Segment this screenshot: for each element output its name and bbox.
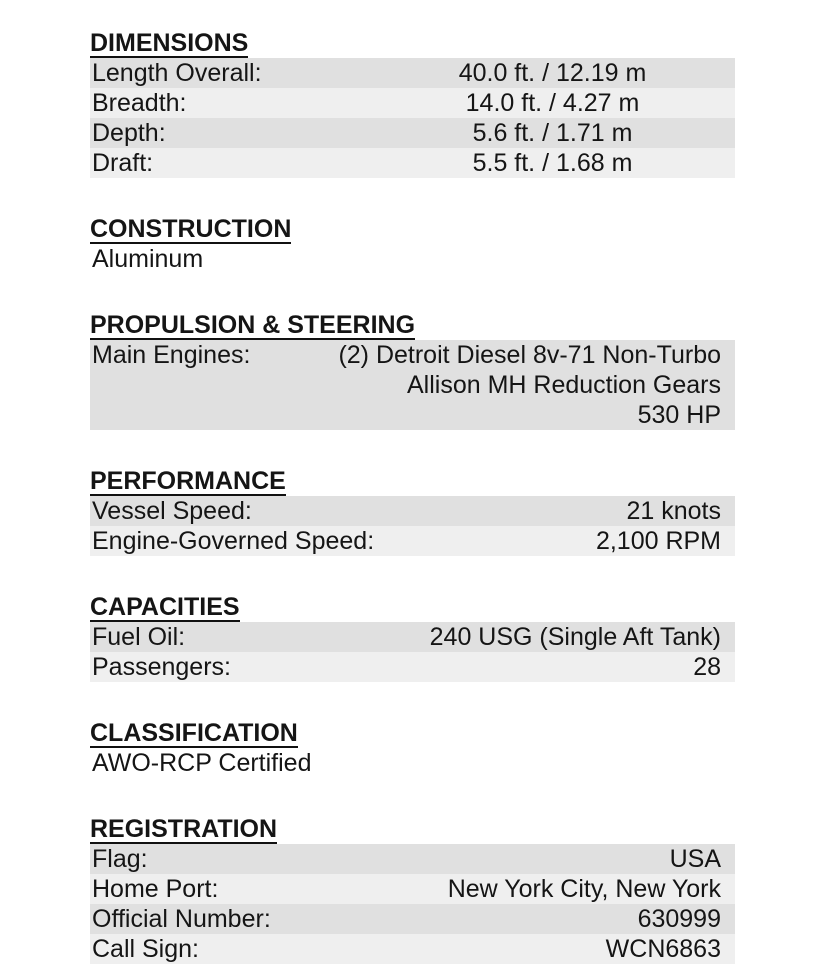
row-label: Length Overall:	[92, 59, 262, 87]
section-title	[90, 718, 830, 745]
dimensions-table	[90, 58, 735, 178]
section-title-text: CONSTRUCTION	[90, 215, 292, 243]
value-line: Allison MH Reduction Gears	[406, 371, 721, 399]
row-value: 21 knots	[626, 497, 721, 525]
section-title	[90, 214, 830, 241]
registration-table	[90, 844, 735, 964]
section-title	[90, 466, 830, 493]
section-title-text: PERFORMANCE	[90, 467, 286, 495]
table-row	[90, 844, 735, 874]
table-row	[90, 118, 735, 148]
capacities-table	[90, 622, 735, 682]
table-row	[90, 496, 735, 526]
row-label: Passengers:	[92, 653, 231, 681]
row-label: Engine-Governed Speed:	[92, 527, 375, 555]
table-row	[90, 622, 735, 652]
section-registration	[90, 814, 830, 964]
section-title-text: REGISTRATION	[90, 815, 278, 843]
propulsion-table	[90, 340, 735, 430]
section-title-text: CLASSIFICATION	[90, 719, 298, 747]
row-label: Flag:	[92, 845, 148, 873]
table-row	[90, 934, 735, 964]
row-value: 28	[693, 653, 721, 681]
section-classification	[90, 718, 830, 778]
section-propulsion-steering	[90, 310, 830, 430]
value-line: (2) Detroit Diesel 8v-71 Non-Turbo	[338, 341, 721, 369]
row-label: Home Port:	[92, 875, 219, 903]
row-value: USA	[669, 845, 721, 873]
table-row	[90, 652, 735, 682]
row-label: Call Sign:	[92, 935, 199, 963]
row-label: Official Number:	[92, 905, 271, 933]
row-label: Main Engines:	[92, 341, 251, 369]
row-value: WCN6863	[605, 935, 721, 963]
section-title	[90, 814, 830, 841]
row-label: Vessel Speed:	[92, 497, 252, 525]
section-title	[90, 28, 830, 55]
row-value: 2,100 RPM	[595, 527, 721, 555]
row-value: 5.5 ft. / 1.68 m	[472, 149, 633, 177]
table-row	[90, 58, 735, 88]
table-row	[90, 904, 735, 934]
row-value: 5.6 ft. / 1.71 m	[472, 119, 633, 147]
section-text: AWO-RCP Certified	[92, 749, 312, 777]
row-value: 630999	[637, 905, 721, 933]
section-title-text: PROPULSION & STEERING	[90, 311, 416, 339]
row-value	[250, 340, 735, 430]
section-text: Aluminum	[92, 245, 204, 273]
row-label: Breadth:	[92, 89, 187, 117]
table-row	[90, 874, 735, 904]
row-label: Draft:	[92, 149, 154, 177]
section-performance	[90, 466, 830, 556]
table-row	[90, 340, 735, 430]
section-title-text: DIMENSIONS	[90, 29, 249, 57]
row-value: 40.0 ft. / 12.19 m	[458, 59, 647, 87]
table-row	[90, 88, 735, 118]
section-capacities	[90, 592, 830, 682]
row-label: Fuel Oil:	[92, 623, 186, 651]
section-title	[90, 592, 830, 619]
section-title	[90, 310, 830, 337]
table-row	[90, 148, 735, 178]
row-label: Depth:	[92, 119, 166, 147]
section-construction	[90, 214, 830, 274]
table-row	[90, 526, 735, 556]
section-dimensions	[90, 28, 830, 178]
value-line: 530 HP	[637, 401, 721, 429]
section-title-text: CAPACITIES	[90, 593, 240, 621]
performance-table	[90, 496, 735, 556]
row-value: 240 USG (Single Aft Tank)	[429, 623, 721, 651]
row-value: New York City, New York	[447, 875, 721, 903]
row-value: 14.0 ft. / 4.27 m	[465, 89, 640, 117]
